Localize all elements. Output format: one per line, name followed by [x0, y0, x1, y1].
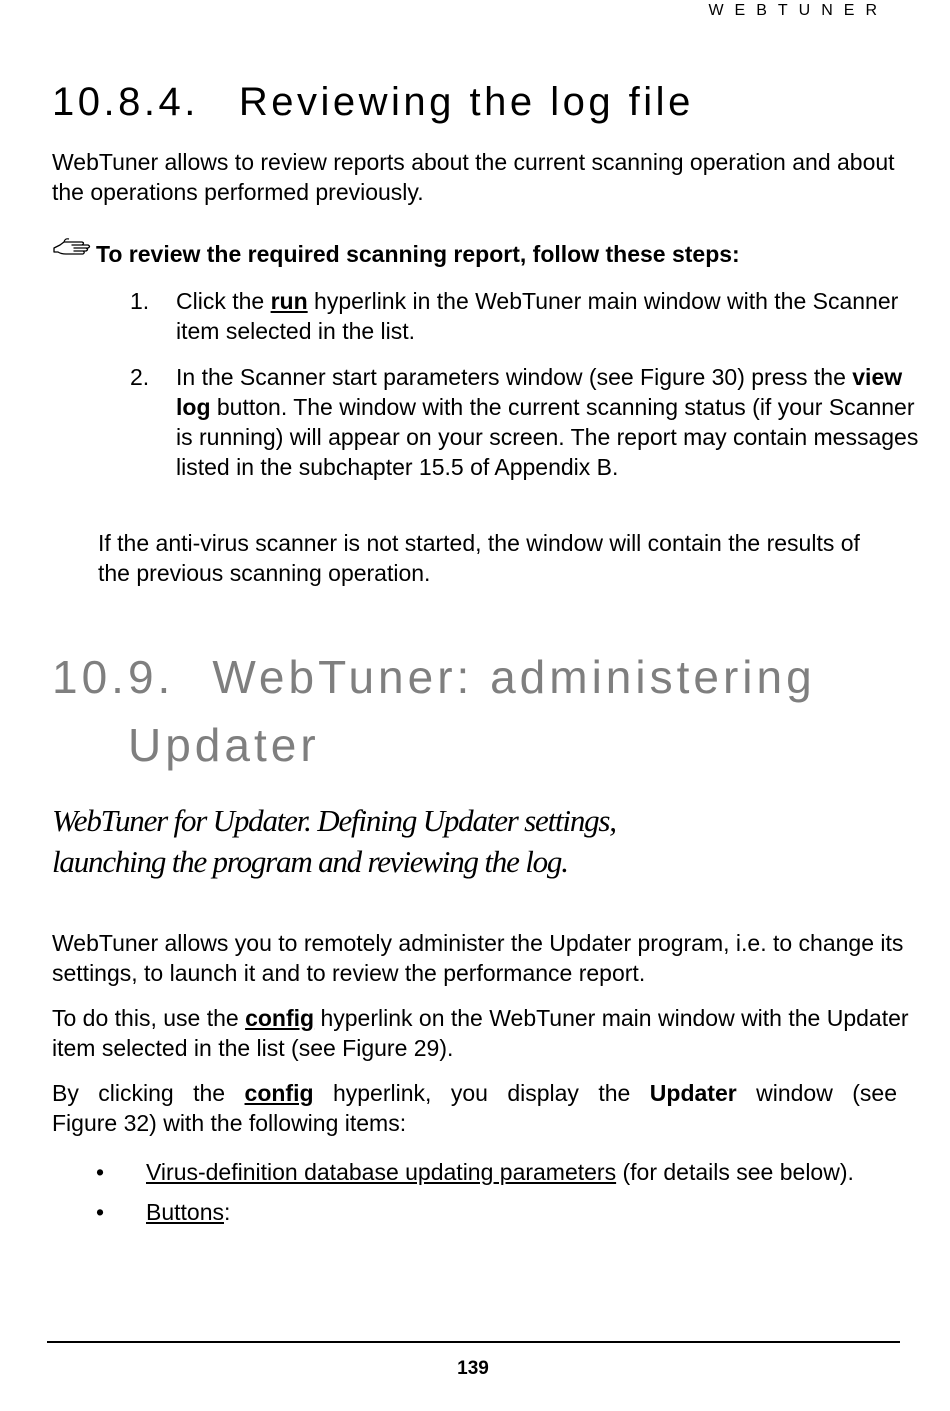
- pointing-hand-icon: [52, 233, 98, 259]
- updater-window-paragraph: By clicking the config hyperlink, you display the Updater window (see Figure 32) with the following items:: [52, 1080, 897, 1136]
- step-text: Click the run hyperlink in the WebTuner main window with the Scanner item selected in the list.: [176, 288, 899, 344]
- intro-paragraph: WebTuner allows to review reports about the current scanning operation and about the operations performed previously.: [52, 149, 895, 205]
- section-heading-10-8-4: [52, 80, 694, 125]
- step-text: In the Scanner start parameters window (see Figure 30) press the view log button. The window with the current scanning status (if your Scanner is running) will appear on your screen. The report may contain messages listed in the subchapter 15.5 of Appendix B.: [176, 364, 919, 480]
- step-number: 2.: [130, 364, 150, 390]
- list-item: • Virus-definition database updating parameters (for details see below).: [96, 1159, 854, 1185]
- list-item: [130, 286, 920, 346]
- section-number: 10.8.4.: [52, 80, 199, 124]
- list-item: • Buttons:: [96, 1199, 231, 1225]
- procedure-heading-text: To review the required scanning report, follow these steps:: [96, 241, 740, 267]
- run-link[interactable]: run: [270, 288, 308, 314]
- config-link[interactable]: config: [244, 1080, 314, 1106]
- running-header: WEBTUNER: [708, 2, 888, 19]
- note-paragraph: If the anti-virus scanner is not started, the window will contain the results of the previous scanning operation.: [98, 530, 860, 586]
- database-params-link[interactable]: Virus-definition database updating parameters: [146, 1159, 617, 1185]
- section-title: Reviewing the log file: [238, 80, 694, 124]
- footer-divider: [47, 1341, 900, 1343]
- updater-intro-paragraph: WebTuner allows you to remotely administer the Updater program, i.e. to change its settings, to launch it and to review the performance report.: [52, 930, 904, 986]
- steps-list: [130, 286, 920, 498]
- section-summary: WebTuner for Updater. Defining Updater settings, launching the program and reviewing the log.: [52, 803, 616, 879]
- bullet-icon: •: [96, 1199, 105, 1225]
- section-title-continued: Updater: [128, 719, 320, 771]
- procedure-heading: [52, 233, 742, 267]
- section-title: WebTuner: administering: [212, 651, 816, 703]
- list-item: [130, 362, 920, 482]
- section-heading-10-9: [52, 643, 816, 779]
- config-instruction-paragraph: To do this, use the config hyperlink on the WebTuner main window with the Updater item selected in the list (see Figure 29).: [52, 1005, 909, 1061]
- config-link[interactable]: config: [245, 1005, 315, 1031]
- buttons-link[interactable]: Buttons: [146, 1199, 224, 1225]
- items-list: [96, 1157, 876, 1237]
- step-number: 1.: [130, 288, 150, 314]
- updater-label: Updater: [649, 1080, 737, 1106]
- section-number: 10.9.: [52, 651, 175, 703]
- page-number: 139: [457, 1358, 489, 1379]
- view-log-label: view log: [176, 364, 903, 420]
- bullet-icon: •: [96, 1159, 105, 1185]
